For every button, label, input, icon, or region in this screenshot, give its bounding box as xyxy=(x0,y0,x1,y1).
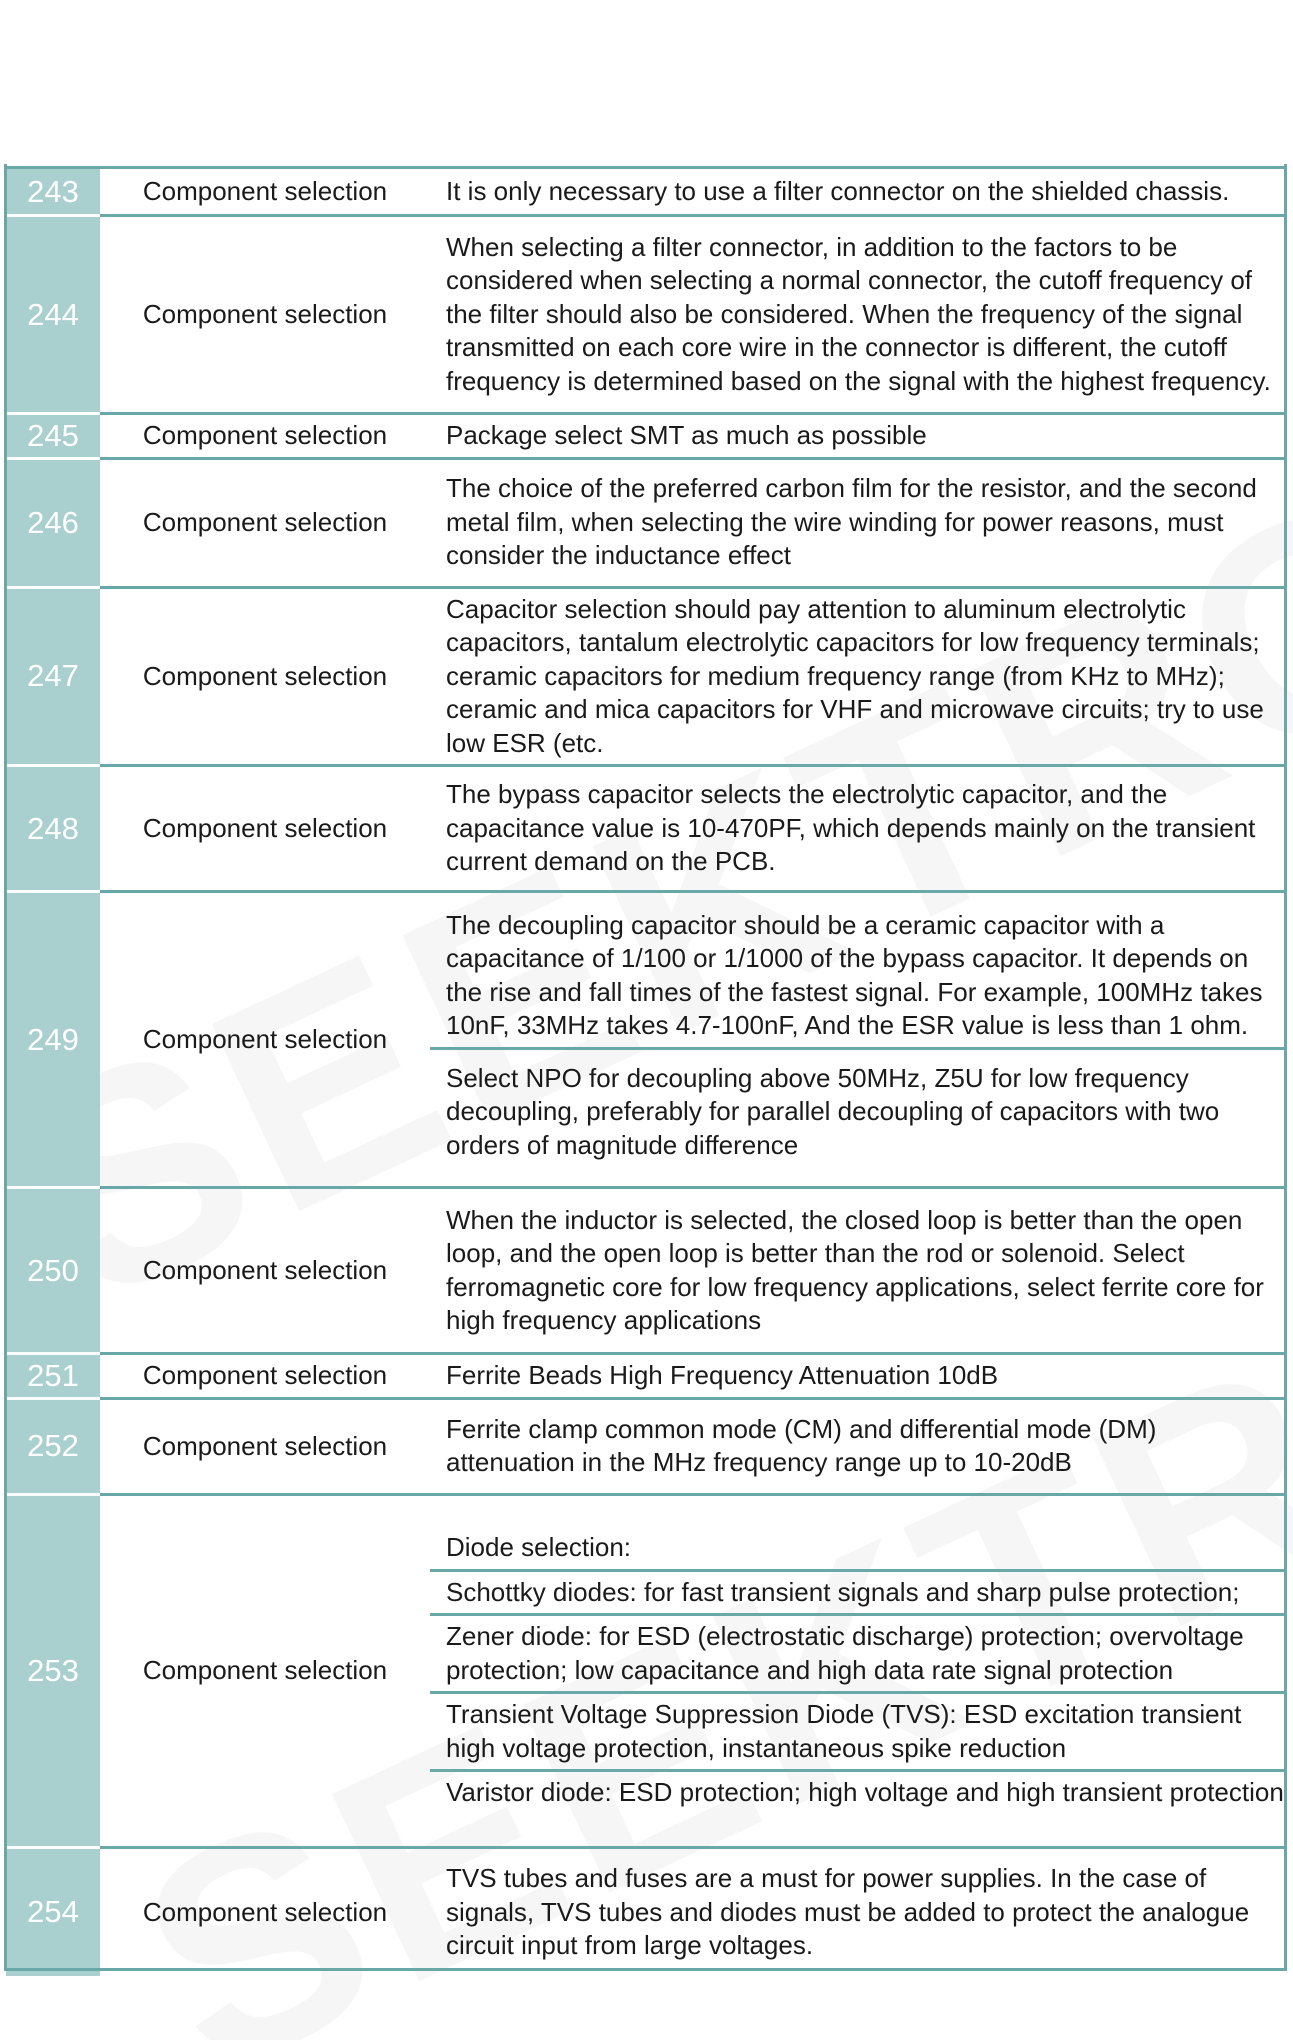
row-description xyxy=(430,1847,1286,1976)
row-category: Component selection xyxy=(100,1847,430,1976)
row-description xyxy=(430,892,1286,1188)
row-description xyxy=(430,1188,1286,1354)
row-category: Component selection xyxy=(100,892,430,1188)
row-number: 252 xyxy=(6,1398,100,1494)
row-number: 253 xyxy=(6,1494,100,1847)
row-category: Component selection xyxy=(100,458,430,587)
table-row xyxy=(6,766,1286,892)
row-number: 249 xyxy=(6,892,100,1188)
row-category: Component selection xyxy=(100,1494,430,1847)
table-row xyxy=(6,1494,1286,1847)
table-right-border xyxy=(1284,164,1287,1971)
row-number: 247 xyxy=(6,587,100,766)
description-text: The decoupling capacitor should be a ceramic capacitor with a capacitance of 1/100 or 1/1000 of the bypass capacitor. It depends on the rise and fall times of the fastest signal. For example, 100MHz takes 10nF, 33MHz takes 4.7-100nF, And the ESR value is less than 1 ohm. xyxy=(446,909,1263,1041)
row-category: Component selection xyxy=(100,1354,430,1399)
table-row xyxy=(6,1354,1286,1399)
description-text: Ferrite clamp common mode (CM) and differential mode (DM) attenuation in the MHz frequency range up to 10-20dB xyxy=(446,1413,1157,1477)
row-category: Component selection xyxy=(100,216,430,414)
row-category: Component selection xyxy=(100,414,430,459)
row-description xyxy=(430,1354,1286,1399)
table-row xyxy=(6,168,1286,216)
description-text: When selecting a filter connector, in addition to the factors to be considered when selecting a normal connector, the cutoff frequency of the filter should also be considered. When the frequency of the signal transmitted on each core wire in the connector is different, the cutoff frequency is determined based on the signal with the highest frequency. xyxy=(446,231,1271,396)
description-text: It is only necessary to use a filter connector on the shielded chassis. xyxy=(446,175,1230,206)
component-selection-table xyxy=(6,166,1286,1976)
row-number: 250 xyxy=(6,1188,100,1354)
row-number: 251 xyxy=(6,1354,100,1399)
table-row xyxy=(6,1188,1286,1354)
description-text: When the inductor is selected, the closed loop is better than the open loop, and the open loop is better than the rod or solenoid. Select ferromagnetic core for low frequency applications, select ferrite core for high frequency applications xyxy=(446,1204,1264,1335)
row-category: Component selection xyxy=(100,1188,430,1354)
row-number: 248 xyxy=(6,766,100,892)
row-description xyxy=(430,587,1286,766)
row-number: 245 xyxy=(6,414,100,459)
row-description xyxy=(430,216,1286,414)
row-description xyxy=(430,766,1286,892)
description-text: The choice of the preferred carbon film for the resistor, and the second metal film, when selecting the wire winding for power reasons, must consider the inductance effect xyxy=(446,473,1257,571)
row-category: Component selection xyxy=(100,766,430,892)
description-text: Transient Voltage Suppression Diode (TVS): ESD excitation transient high voltage protection, instantaneous spike reduction xyxy=(430,1691,1286,1769)
row-description xyxy=(430,1398,1286,1494)
description-text: Schottky diodes: for fast transient signals and sharp pulse protection; xyxy=(430,1569,1286,1614)
description-text: Capacitor selection should pay attention to aluminum electrolytic capacitors, tantalum electrolytic capacitors for low frequency terminals; ceramic capacitors for medium frequency range (from KHz to MHz); ceramic and mica capacitors for VHF and microwave circuits; try to use low ESR (etc. xyxy=(446,593,1264,758)
row-description xyxy=(430,168,1286,216)
table-row xyxy=(6,1398,1286,1494)
row-category: Component selection xyxy=(100,1398,430,1494)
row-number: 244 xyxy=(6,216,100,414)
table-row xyxy=(6,587,1286,766)
table-left-border xyxy=(4,164,7,1971)
description-text: The bypass capacitor selects the electrolytic capacitor, and the capacitance value is 10-470PF, which depends mainly on the transient current demand on the PCB. xyxy=(446,779,1256,877)
description-text: Ferrite Beads High Frequency Attenuation 10dB xyxy=(446,1360,999,1390)
description-text: Diode selection: xyxy=(446,1532,631,1563)
row-category: Component selection xyxy=(100,168,430,216)
description-text: Package select SMT as much as possible xyxy=(446,420,927,450)
row-number: 254 xyxy=(6,1847,100,1976)
row-number: 246 xyxy=(6,458,100,587)
row-description xyxy=(430,414,1286,459)
table-row xyxy=(6,216,1286,414)
table-row xyxy=(6,1847,1286,1976)
table-row xyxy=(6,458,1286,587)
description-text: Varistor diode: ESD protection; high voltage and high transient protection xyxy=(430,1769,1286,1814)
row-description xyxy=(430,1494,1286,1847)
table-row xyxy=(6,892,1286,1188)
description-text: Select NPO for decoupling above 50MHz, Z5U for low frequency decoupling, preferably for parallel decoupling of capacitors with two orders of magnitude difference xyxy=(430,1047,1286,1175)
row-category: Component selection xyxy=(100,587,430,766)
table-bottom-border xyxy=(4,1968,1287,1971)
row-description xyxy=(430,458,1286,587)
description-text: TVS tubes and fuses are a must for power supplies. In the case of signals, TVS tubes and diodes must be added to protect the analogue circuit input from large voltages. xyxy=(446,1863,1250,1960)
description-text: Zener diode: for ESD (electrostatic discharge) protection; overvoltage protection; low capacitance and high data rate signal protection xyxy=(430,1613,1286,1691)
table-row xyxy=(6,414,1286,459)
row-number: 243 xyxy=(6,168,100,216)
